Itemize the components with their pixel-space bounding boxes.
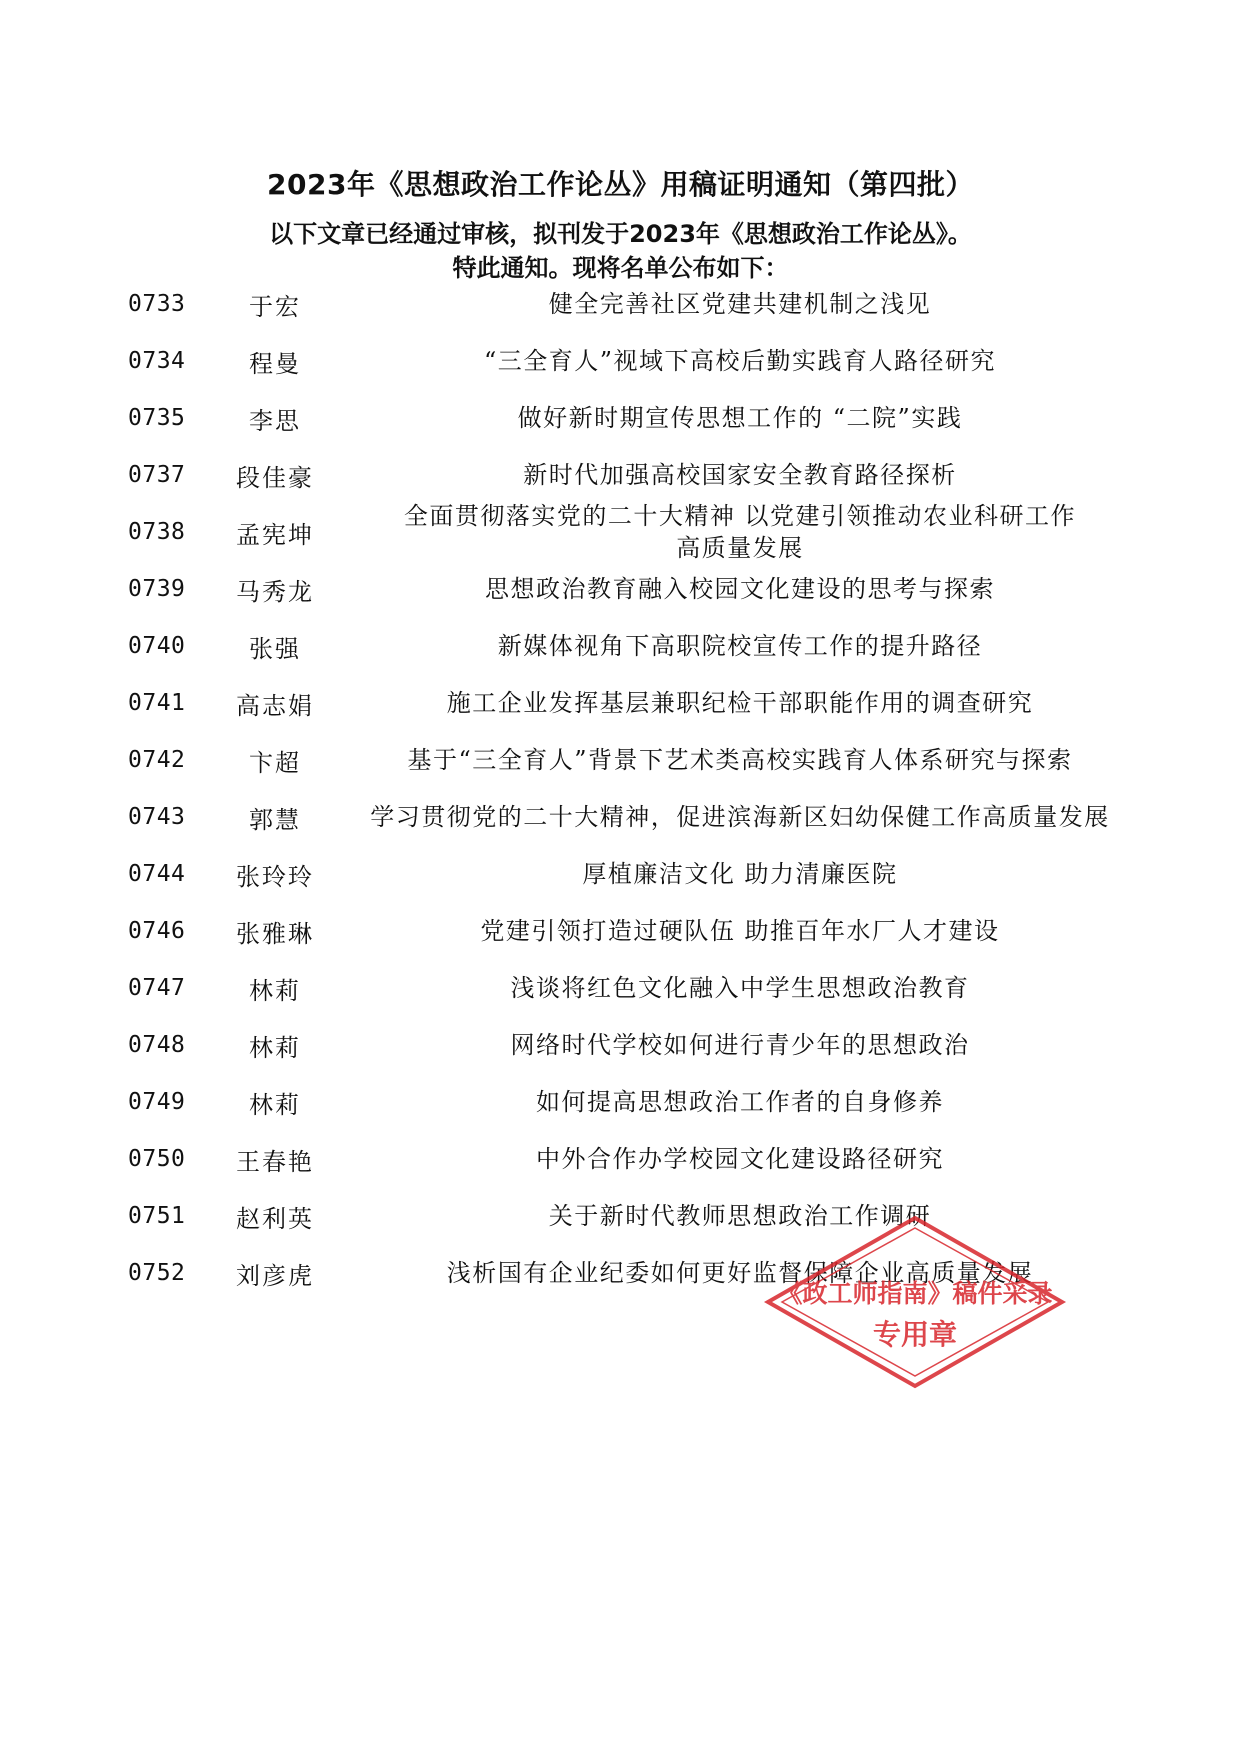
entry-row xyxy=(0,956,1241,1020)
entry-title-line: 施工企业发挥基层兼职纪检干部职能作用的调查研究 xyxy=(446,689,1034,717)
entry-author: 高志娟 xyxy=(236,691,314,720)
entry-number: 0748 xyxy=(128,1032,186,1058)
entry-title xyxy=(345,1143,1135,1175)
entry-title-line: 关于新时代教师思想政治工作调研 xyxy=(548,1202,932,1230)
entry-author: 郭慧 xyxy=(249,805,301,834)
entry-title xyxy=(345,288,1135,320)
entry-title-line: 学习贯彻党的二十大精神，促进滨海新区妇幼保健工作高质量发展 xyxy=(370,803,1110,831)
entry-number: 0744 xyxy=(128,861,186,887)
entry-title xyxy=(345,402,1135,434)
entry-title-line: 全面贯彻落实党的二十大精神 以党建引领推动农业科研工作 xyxy=(403,502,1077,530)
entry-row xyxy=(0,1070,1241,1134)
entry-title xyxy=(345,500,1135,564)
entry-author: 刘彦虎 xyxy=(236,1261,314,1290)
entry-author: 林莉 xyxy=(249,1033,301,1062)
entry-row xyxy=(0,671,1241,735)
approval-stamp xyxy=(760,1212,1070,1392)
entry-author: 孟宪坤 xyxy=(236,520,314,549)
entry-author: 张强 xyxy=(249,634,301,663)
entry-title xyxy=(345,687,1135,719)
entry-row xyxy=(0,557,1241,621)
entry-number: 0749 xyxy=(128,1089,186,1115)
entry-title xyxy=(345,573,1135,605)
entry-title-line: 高质量发展 xyxy=(676,534,804,562)
entry-author: 张玲玲 xyxy=(236,862,314,891)
stamp-text-line2: 专用章 xyxy=(872,1318,958,1351)
entry-number: 0739 xyxy=(128,576,186,602)
entry-title-line: 党建引领打造过硬队伍 助推百年水厂人才建设 xyxy=(480,917,1000,945)
entry-number: 0735 xyxy=(128,405,186,431)
entry-title-line: 浅谈将红色文化融入中学生思想政治教育 xyxy=(510,974,970,1002)
entry-author: 卞超 xyxy=(249,748,301,777)
entry-title-line: 思想政治教育融入校园文化建设的思考与探索 xyxy=(485,575,995,603)
entry-number: 0752 xyxy=(128,1260,186,1286)
entry-row xyxy=(0,329,1241,393)
entry-title-line: 中外合作办学校园文化建设路径研究 xyxy=(536,1145,944,1173)
entry-author: 李思 xyxy=(249,406,301,435)
entry-number: 0746 xyxy=(128,918,186,944)
entry-number: 0738 xyxy=(128,519,186,545)
entry-title xyxy=(345,801,1135,833)
entry-title-line: 健全完善社区党建共建机制之浅见 xyxy=(548,290,932,318)
entry-number: 0743 xyxy=(128,804,186,830)
entry-row xyxy=(0,500,1241,564)
entry-row xyxy=(0,443,1241,507)
entry-title-line: 浅析国有企业纪委如何更好监督保障企业高质量发展 xyxy=(446,1259,1034,1287)
entry-title xyxy=(345,915,1135,947)
entry-title-line: 做好新时期宣传思想工作的 “二院”实践 xyxy=(517,404,963,432)
entry-row xyxy=(0,1013,1241,1077)
entry-author: 张雅琳 xyxy=(236,919,314,948)
entry-row xyxy=(0,1127,1241,1191)
entry-title-line: 基于“三全育人”背景下艺术类高校实践育人体系研究与探索 xyxy=(407,746,1073,774)
entry-title-line: 如何提高思想政治工作者的自身修养 xyxy=(536,1088,944,1116)
entry-title xyxy=(345,630,1135,662)
entry-author: 林莉 xyxy=(249,1090,301,1119)
entry-number: 0733 xyxy=(128,291,186,317)
entry-row xyxy=(0,899,1241,963)
entry-author: 段佳豪 xyxy=(236,463,314,492)
intro-line-2: 特此通知。现将名单公布如下： xyxy=(452,254,789,282)
page-title: 2023年《思想政治工作论丛》用稿证明通知（第四批） xyxy=(267,168,974,201)
entry-number: 0737 xyxy=(128,462,186,488)
entry-title xyxy=(345,345,1135,377)
entry-title xyxy=(345,972,1135,1004)
entry-author: 于宏 xyxy=(249,292,301,321)
entry-author: 林莉 xyxy=(249,976,301,1005)
intro-line-1: 以下文章已经通过审核，拟刊发于2023年《思想政治工作论丛》。 xyxy=(269,220,972,248)
entry-row xyxy=(0,386,1241,450)
entry-title-line: 新媒体视角下高职院校宣传工作的提升路径 xyxy=(497,632,983,660)
entry-title xyxy=(345,744,1135,776)
entry-title-line: 厚植廉洁文化 助力清廉医院 xyxy=(582,860,898,888)
entry-author: 马秀龙 xyxy=(236,577,314,606)
entry-row xyxy=(0,842,1241,906)
entry-number: 0734 xyxy=(128,348,186,374)
entry-number: 0742 xyxy=(128,747,186,773)
entry-row xyxy=(0,614,1241,678)
entry-number: 0747 xyxy=(128,975,186,1001)
entry-number: 0750 xyxy=(128,1146,186,1172)
entry-number: 0751 xyxy=(128,1203,186,1229)
entry-title-line: 网络时代学校如何进行青少年的思想政治 xyxy=(510,1031,970,1059)
entry-row xyxy=(0,272,1241,336)
entry-title xyxy=(345,858,1135,890)
entry-title xyxy=(345,1029,1135,1061)
stamp-text-line1: 《政工师指南》稿件采录 xyxy=(777,1279,1053,1308)
entry-title xyxy=(345,1086,1135,1118)
entry-title xyxy=(345,459,1135,491)
entry-title-line: “三全育人”视域下高校后勤实践育人路径研究 xyxy=(483,347,997,375)
entry-number: 0740 xyxy=(128,633,186,659)
entry-row xyxy=(0,728,1241,792)
entry-title-line: 新时代加强高校国家安全教育路径探析 xyxy=(523,461,957,489)
entry-author: 赵利英 xyxy=(236,1204,314,1233)
entry-author: 王春艳 xyxy=(236,1147,314,1176)
entry-number: 0741 xyxy=(128,690,186,716)
entry-row xyxy=(0,785,1241,849)
entry-author: 程曼 xyxy=(249,349,301,378)
